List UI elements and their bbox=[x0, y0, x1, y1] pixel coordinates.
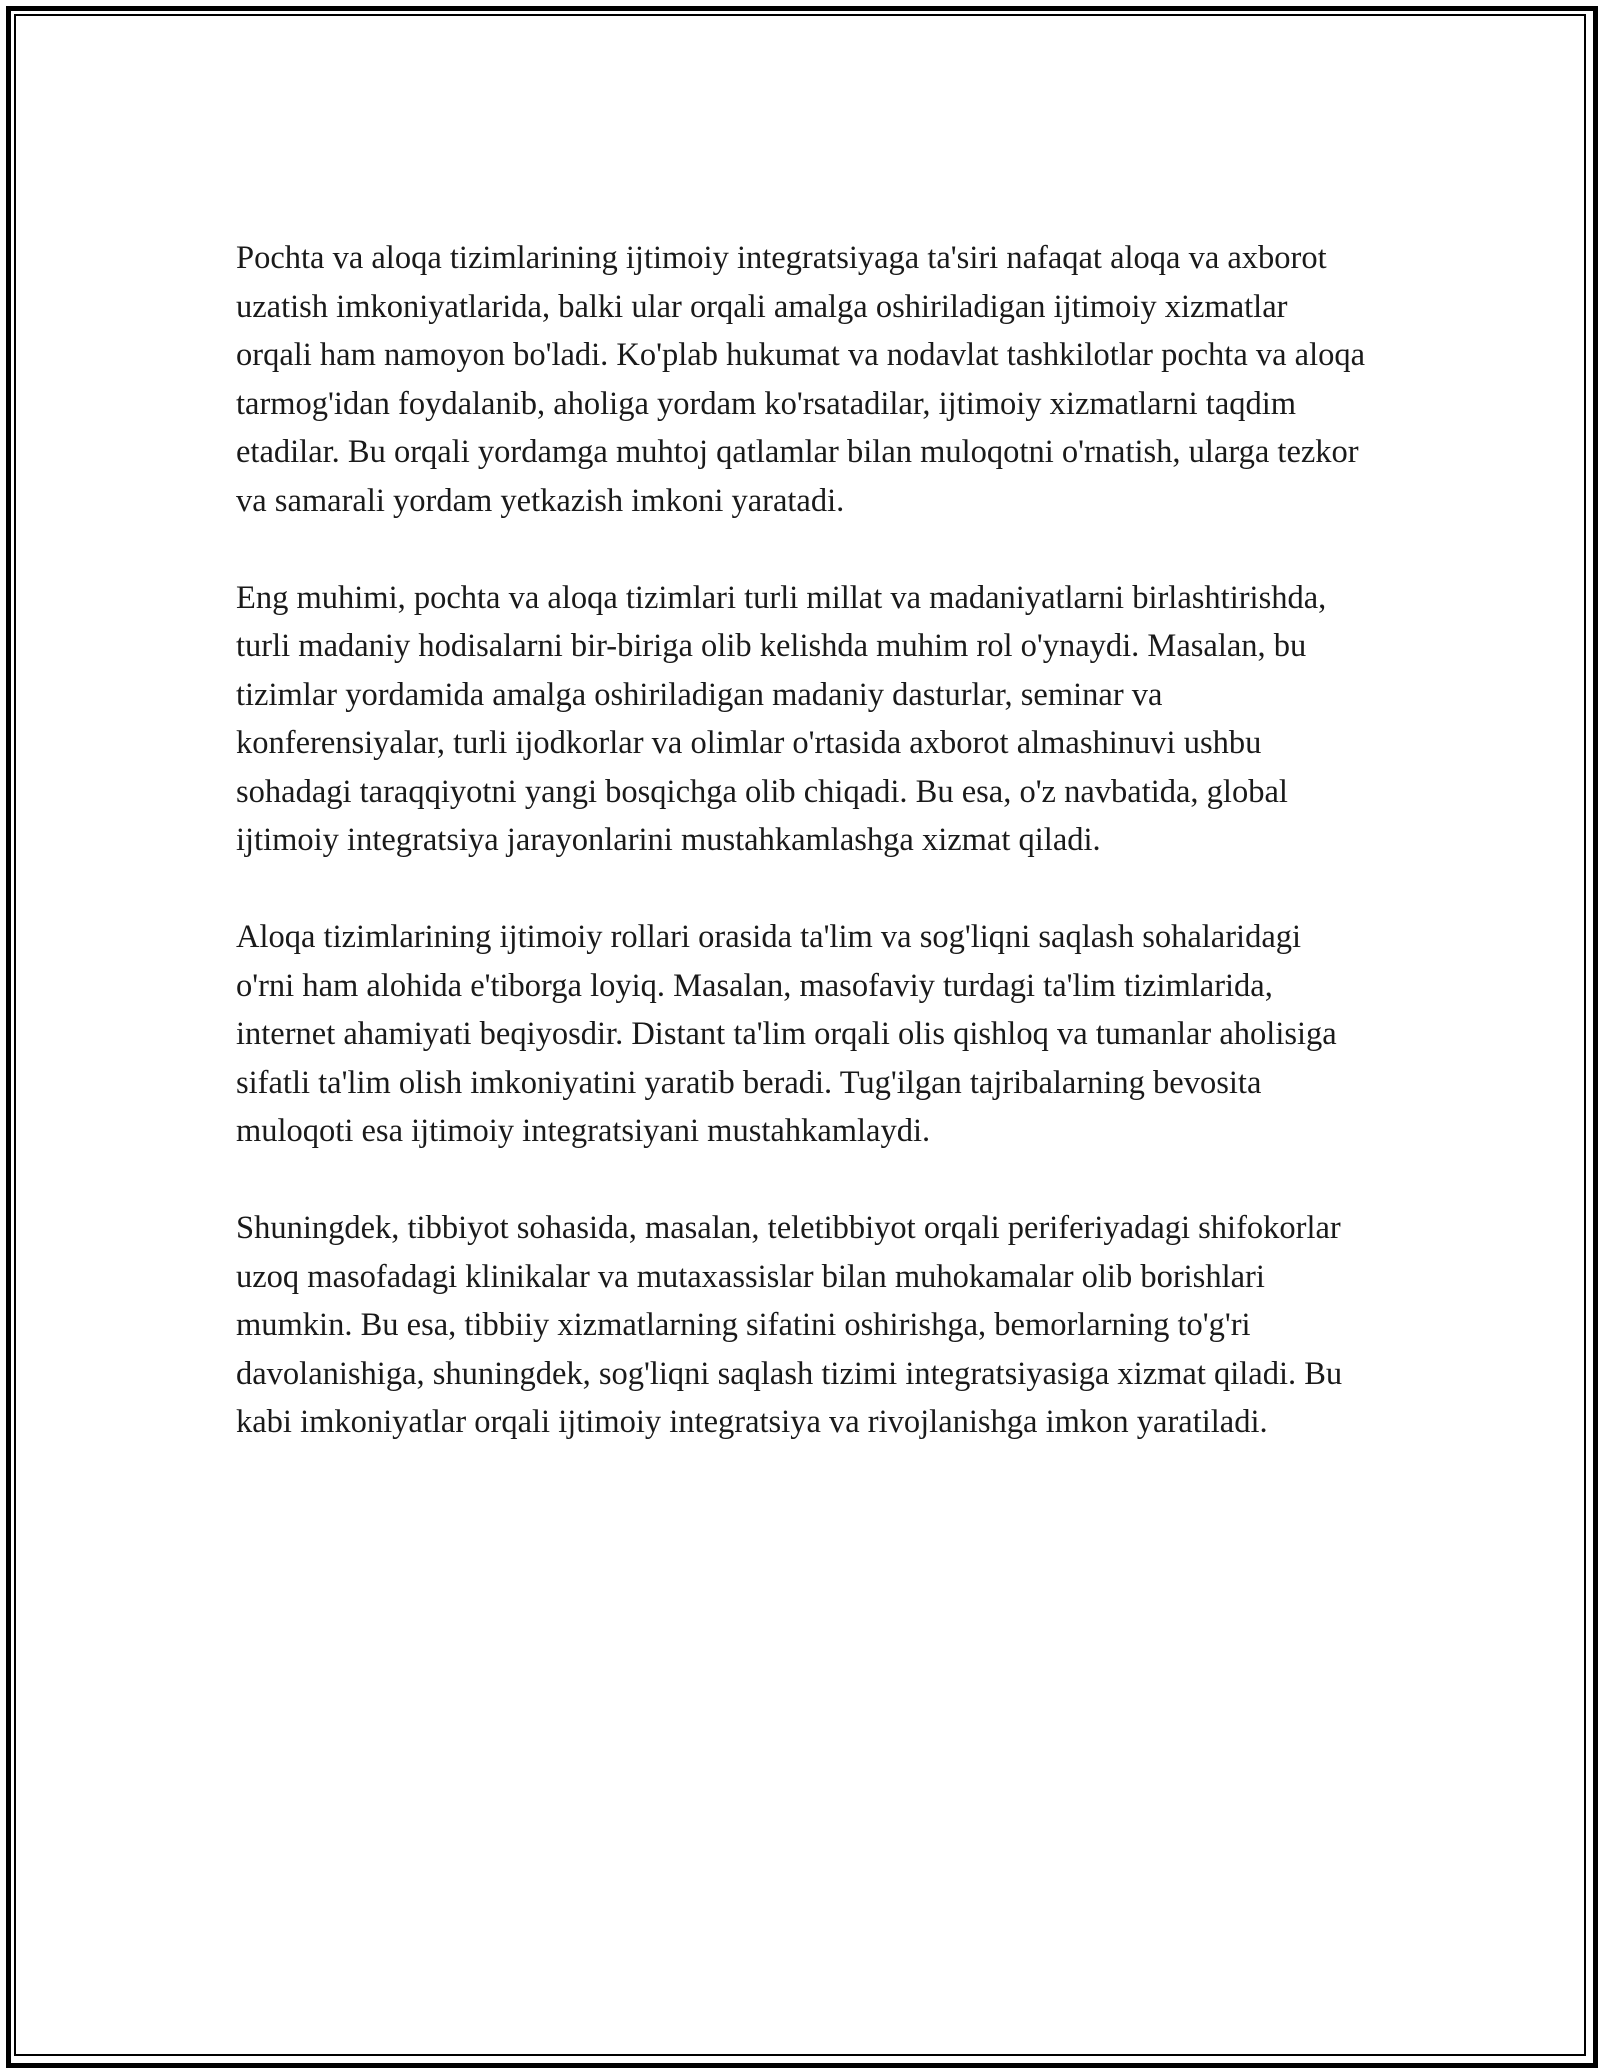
paragraph-3: Aloqa tizimlarining ijtimoiy rollari orasida ta'lim va sog'liqni saqlash sohalaridagi o'rni ham alohida e'tiborga loyiq. Masalan, masofaviy turdagi ta'lim tizimlarida, internet ahamiyati beqiyosdir. Distant ta'lim orqali olis qishloq va tumanlar aholisiga sifatli ta'lim olish imkoniyatini yaratib beradi. Tug'ilgan tajribalarning bevosita muloqoti esa ijtimoiy integratsiyani mustahkamlaydi. bbox=[236, 919, 1337, 1149]
document-body bbox=[236, 234, 1366, 1495]
paragraph-2: Eng muhimi, pochta va aloqa tizimlari turli millat va madaniyatlarni birlashtirishda, turli madaniy hodisalarni bir-biriga olib kelishda muhim rol o'ynaydi. Masalan, bu tizimlar yordamida amalga oshiriladigan madaniy dasturlar, seminar va konferensiyalar, turli ijodkorlar va olimlar o'rtasida axborot almashinuvi ushbu sohadagi taraqqiyotni yangi bosqichga olib chiqadi. Bu esa, o'z navbatida, global ijtimoiy integratsiya jarayonlarini mustahkamlashga xizmat qiladi. bbox=[236, 579, 1327, 858]
paragraph-4: Shuningdek, tibbiyot sohasida, masalan, teletibbiyot orqali periferiyadagi shifokorlar uzoq masofadagi klinikalar va mutaxassislar bilan muhokamalar olib borishlari mumkin. Bu esa, tibbiiy xizmatlarning sifatini oshirishga, bemorlarning to'g'ri davolanishiga, shuningdek, sog'liqni saqlash tizimi integratsiyasiga xizmat qiladi. Bu kabi imkoniyatlar orqali ijtimoiy integratsiya va rivojlanishga imkon yaratiladi. bbox=[236, 1210, 1343, 1440]
paragraph-1: Pochta va aloqa tizimlarining ijtimoiy integratsiyaga ta'siri nafaqat aloqa va axborot uzatish imkoniyatlarida, balki ular orqali amalga oshiriladigan ijtimoiy xizmatlar orqali ham namoyon bo'ladi. Ko'plab hukumat va nodavlat tashkilotlar pochta va aloqa tarmog'idan foydalanib, aholiga yordam ko'rsatadilar, ijtimoiy xizmatlarni taqdim etadilar. Bu orqali yordamga muhtoj qatlamlar bilan muloqotni o'rnatish, ularga tezkor va samarali yordam yetkazish imkoni yaratadi. bbox=[236, 240, 1366, 519]
